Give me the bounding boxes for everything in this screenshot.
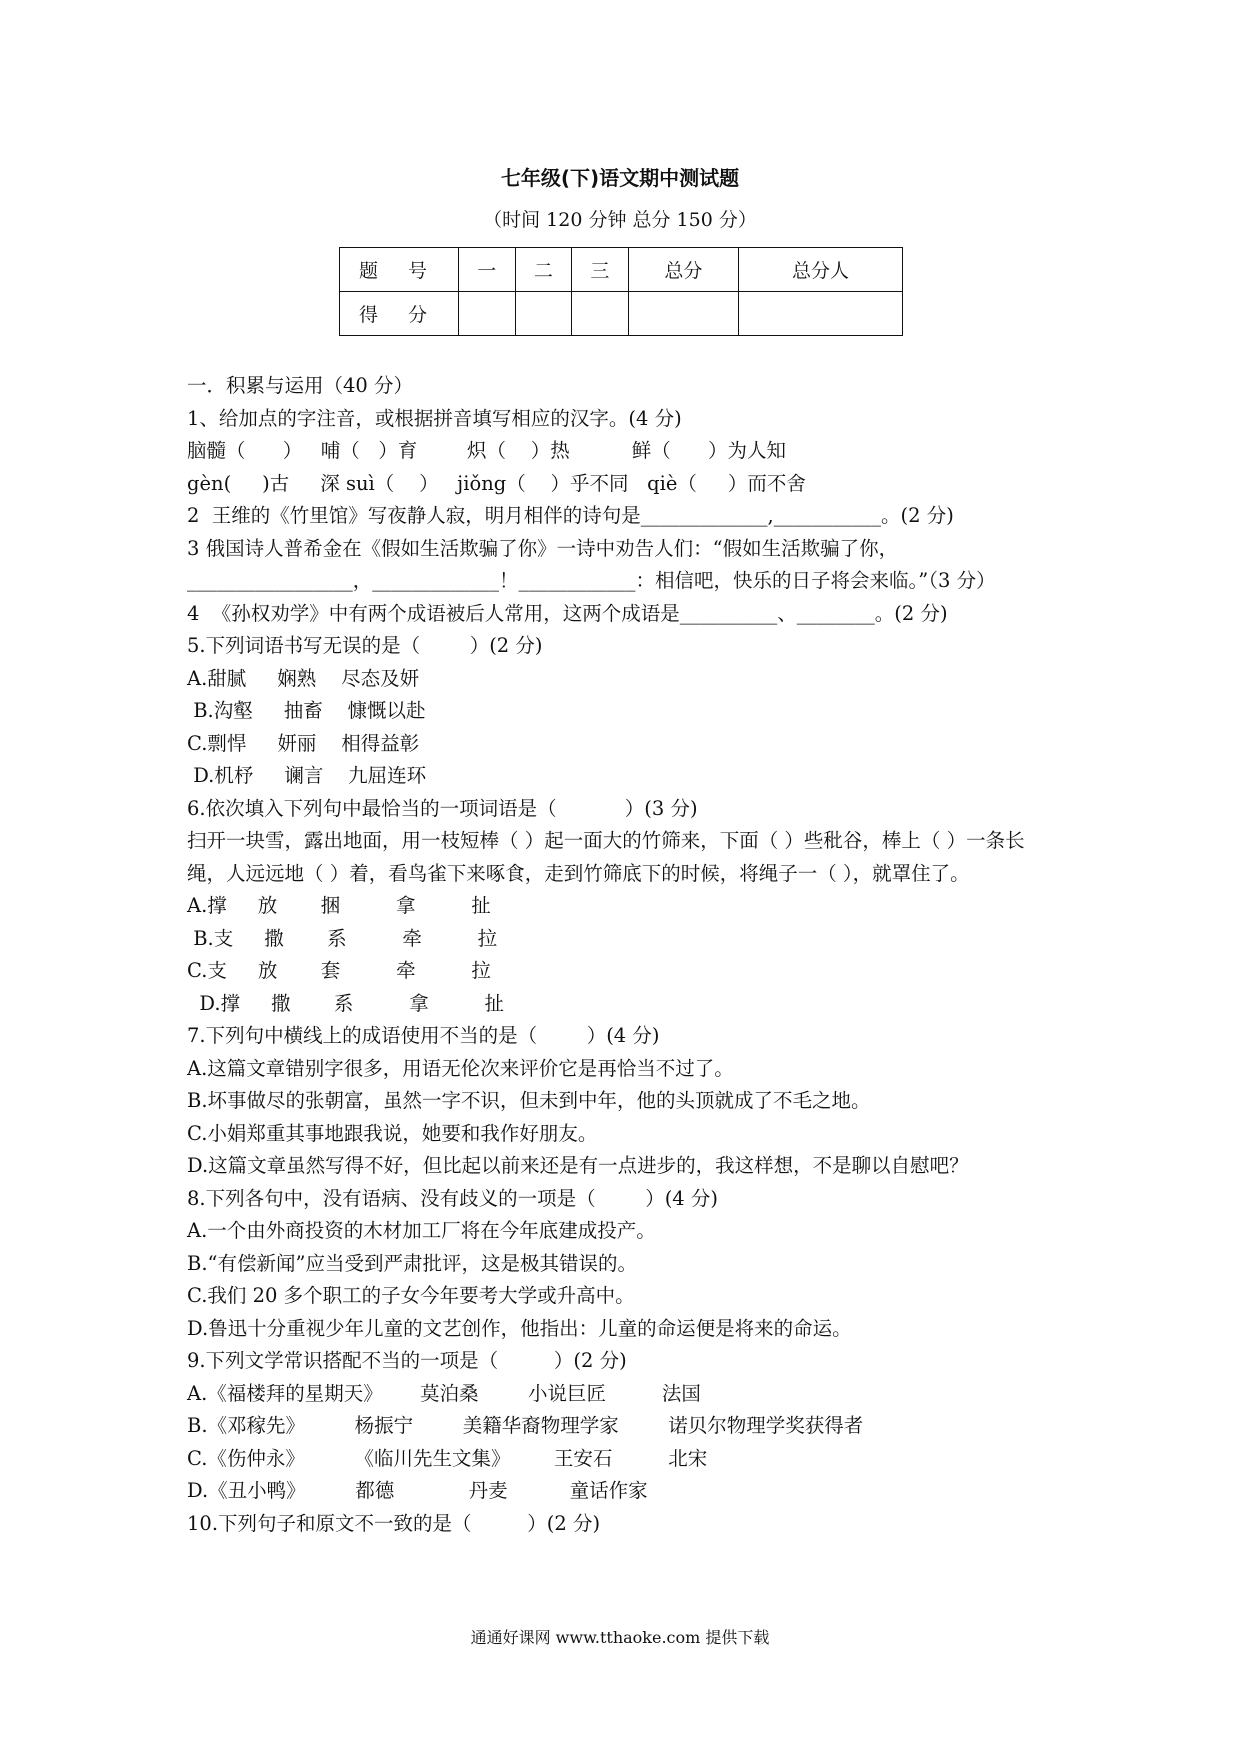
score-table-header-row	[340, 248, 903, 292]
score-cell[interactable]	[738, 292, 902, 336]
question-9-option: C.《伤仲永》 《临川先生文集》 王安石 北宋	[187, 1446, 708, 1470]
exam-subtitle: （时间 120 分钟 总分 150 分）	[483, 209, 757, 231]
question-7-option: A.这篇文章错别字很多，用语无伦次来评价它是再恰当不过了。	[187, 1056, 734, 1080]
exam-title: 七年级(下)语文期中测试题	[500, 166, 740, 190]
question-5-option: D.机杼 谰言 九屈连环	[187, 764, 427, 787]
section-heading: 一．积累与运用（40 分）	[187, 374, 414, 397]
question-7-stem: 7.下列句中横线上的成语使用不当的是（ ）(4 分)	[187, 1024, 660, 1047]
question-9-stem: 9.下列文学常识搭配不当的一项是（ ）(2 分)	[187, 1349, 627, 1372]
question-8-option: B.“有偿新闻”应当受到严肃批评，这是极其错误的。	[187, 1251, 637, 1275]
page-footer: 通通好课网 www.tthaoke.com 提供下载	[470, 1628, 770, 1647]
question-5-option: C.剽悍 妍丽 相得益彰	[187, 731, 420, 755]
question-7-option: B.坏事做尽的张朝富，虽然一字不识，但未到中年，他的头顶就成了不毛之地。	[187, 1089, 871, 1112]
question-1-line: 脑髓（ ） 哺（ ）育 炽（ ）热 鲜（ ）为人知	[187, 439, 786, 462]
question-8-option: A.一个由外商投资的木材加工厂将在今年底建成投产。	[187, 1219, 656, 1242]
question-5-option: A.甜腻 娴熟 尽态及妍	[187, 666, 420, 690]
question-1-line: gèn( )古 深 suì（ ） jiǒng（ ）乎不同 qiè（ ）而不舍	[187, 471, 806, 495]
question-9-option: A.《福楼拜的星期天》 莫泊桑 小说巨匠 法国	[187, 1381, 701, 1405]
score-table	[339, 247, 903, 336]
score-cell[interactable]	[572, 292, 629, 336]
question-1-stem: 1、给加点的字注音，或根据拼音填写相应的汉字。(4 分)	[187, 406, 682, 430]
exam-body	[187, 370, 1057, 1540]
question-3: 3 俄国诗人普希金在《假如生活欺骗了你》一诗中劝告人们：“假如生活欺骗了你，_________________，_____________！____________：相信吧，快乐的日子将会来临。”（3 分）	[187, 536, 996, 592]
score-table-header-cell: 一	[459, 248, 516, 292]
score-table-header-cell: 总分	[628, 248, 738, 292]
question-6-stem: 6.依次填入下列句中最恰当的一项词语是（ ）(3 分)	[187, 796, 698, 820]
score-cell[interactable]	[515, 292, 572, 336]
question-8-option: C.我们 20 多个职工的子女今年要考大学或升高中。	[187, 1284, 635, 1307]
question-6-option: A.撑 放 捆 拿 扯	[187, 894, 491, 917]
question-9-option: D.《丑小鸭》 都德 丹麦 童话作家	[187, 1479, 648, 1502]
score-table-header-cell: 总分人	[738, 248, 902, 292]
score-table-header-cell: 三	[572, 248, 629, 292]
question-6-option: B.支 撒 系 牵 拉	[187, 926, 498, 950]
question-7-option: C.小娟郑重其事地跟我说，她要和我作好朋友。	[187, 1121, 598, 1145]
question-8-option: D.鲁迅十分重视少年儿童的文艺创作，他指出：儿童的命运便是将来的命运。	[187, 1316, 852, 1340]
question-9-option: B.《邓稼先》 杨振宁 美籍华裔物理学家 诺贝尔物理学奖获得者	[187, 1414, 864, 1437]
question-8-stem: 8.下列各句中，没有语病、没有歧义的一项是（ ）(4 分)	[187, 1186, 719, 1210]
score-table-row-label: 得 分	[340, 292, 459, 336]
score-cell[interactable]	[459, 292, 516, 336]
question-6-option: C.支 放 套 牵 拉	[187, 959, 491, 982]
score-table-header-cell: 题 号	[340, 248, 459, 292]
question-10-stem: 10.下列句子和原文不一致的是（ ）(2 分)	[187, 1511, 601, 1535]
question-4: 4 《孙权劝学》中有两个成语被后人常用，这两个成语是__________、________。(2 分)	[187, 601, 948, 625]
question-5-option: B.沟壑 抽畜 慷慨以赴	[187, 699, 426, 722]
question-2: 2 王维的《竹里馆》写夜静人寂，明月相伴的诗句是_____________,___________。(2 分)	[187, 504, 954, 527]
score-cell[interactable]	[628, 292, 738, 336]
question-7-option: D.这篇文章虽然写得不好，但比起以前来还是有一点进步的，我这样想，不是聊以自慰吧？	[187, 1154, 969, 1177]
score-table-score-row	[340, 292, 903, 336]
question-5-stem: 5.下列词语书写无误的是（ ）(2 分)	[187, 634, 543, 657]
score-table-header-cell: 二	[515, 248, 572, 292]
question-6-option: D.撑 撒 系 拿 扯	[187, 991, 504, 1015]
question-6-passage: 扫开一块雪，露出地面，用一枝短棒（ ）起一面大的竹筛来，下面（ ）些秕谷，棒上（ ）一条长绳，人远远地（ ）着，看鸟雀下来啄食，走到竹筛底下的时候，将绳子一（ ），就罩住了。	[187, 829, 1025, 885]
